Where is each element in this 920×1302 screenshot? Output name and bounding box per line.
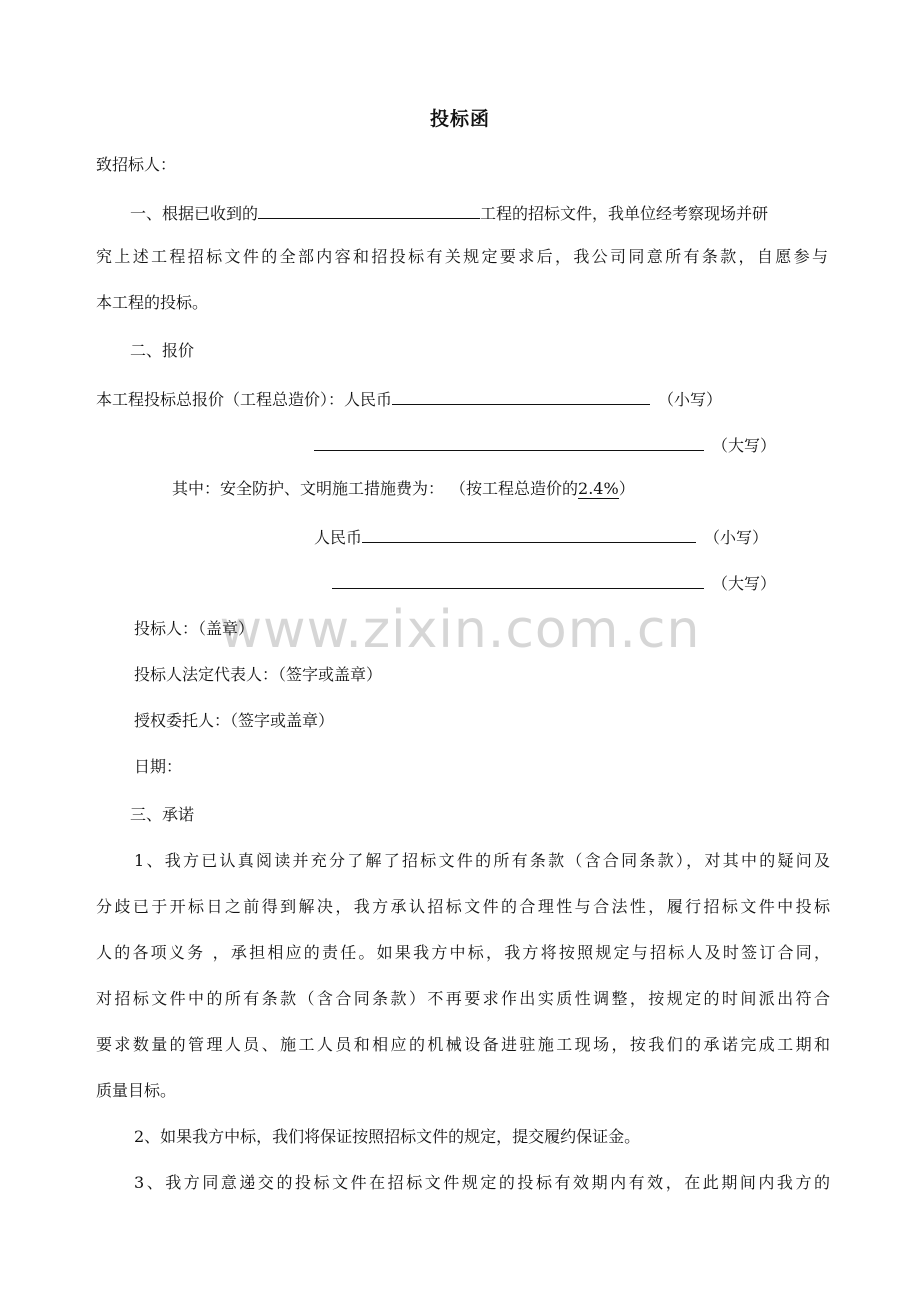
- commitment-p1-line3: 人的各项义务 ，承担相应的责任。如果我方中标，我方将按照规定与招标人及时签订合同，: [96, 943, 830, 962]
- section1-line3: 本工程的投标。: [96, 293, 209, 312]
- safety-fee-small-note: （小写）: [704, 528, 769, 547]
- bidder-seal: 投标人：（盖章）: [134, 619, 255, 638]
- section2-heading: 二、报价: [130, 341, 195, 360]
- commitment-p1-line4: 对招标文件中的所有条款（含合同条款）不再要求作出实质性调整，按规定的时间派出符合: [96, 989, 830, 1008]
- safety-fee-row: [172, 478, 635, 500]
- commitment-p2: 2、如果我方中标，我们将保证按照招标文件的规定，提交履约保证金。: [134, 1127, 641, 1146]
- commitment-p1-line5: 要求数量的管理人员、施工人员和相应的机械设备进驻施工现场，按我们的承诺完成工期和: [96, 1035, 830, 1054]
- section1-line1-after: 工程的招标文件，我单位经考察现场并研: [480, 204, 769, 223]
- commitment-p1-line2: 分歧已于开标日之前得到解决，我方承认招标文件的合理性与合法性，履行招标文件中投标: [96, 897, 830, 916]
- safety-fee-small-blank: [362, 524, 696, 543]
- total-price-label: 本工程投标总报价（工程总造价）：人民币: [96, 390, 393, 409]
- safety-fee-big-note: （大写）: [712, 574, 777, 593]
- safety-fee-big-row: [332, 570, 776, 595]
- total-price-small-blank: [392, 386, 650, 405]
- section1-line1: [130, 200, 768, 225]
- section1-line2: 究上述工程招标文件的全部内容和招投标有关规定要求后，我公司同意所有条款，自愿参与: [96, 247, 828, 266]
- safety-fee-label: 其中：安全防护、文明施工措施费为：: [172, 479, 445, 498]
- date-label: 日期：: [134, 757, 183, 776]
- total-price-big-blank: [314, 432, 704, 451]
- commitment-p1-line1: 1、我方已认真阅读并充分了解了招标文件的所有条款（含合同条款），对其中的疑问及: [134, 851, 830, 870]
- safety-pct-before: （按工程总造价的: [458, 479, 579, 498]
- total-price-big-row: [314, 432, 776, 457]
- safety-rmb-label: 人民币: [314, 528, 363, 547]
- project-name-blank: [258, 200, 480, 219]
- legal-representative: 投标人法定代表人：（签字或盖章）: [134, 665, 383, 684]
- document-title: 投标函: [429, 108, 490, 130]
- authorized-agent: 授权委托人：（签字或盖章）: [134, 711, 335, 730]
- total-price-small-note: （小写）: [658, 390, 723, 409]
- safety-pct-value: 2.4%: [578, 479, 619, 498]
- watermark: www.zixin.com.cn: [219, 600, 701, 660]
- commitment-p1-line6: 质量目标。: [96, 1081, 177, 1100]
- commitment-p3: 3、我方同意递交的投标文件在招标文件规定的投标有效期内有效，在此期间内我方的: [134, 1173, 830, 1192]
- safety-fee-small-row: [314, 524, 768, 549]
- safety-fee-big-blank: [332, 570, 704, 589]
- section1-line1-before: 一、根据已收到的: [130, 204, 259, 223]
- section3-heading: 三、承诺: [130, 805, 195, 824]
- total-price-row: [96, 386, 722, 411]
- salutation: 致招标人：: [96, 155, 177, 174]
- total-price-big-note: （大写）: [712, 436, 777, 455]
- safety-pct-after: ）: [618, 479, 635, 498]
